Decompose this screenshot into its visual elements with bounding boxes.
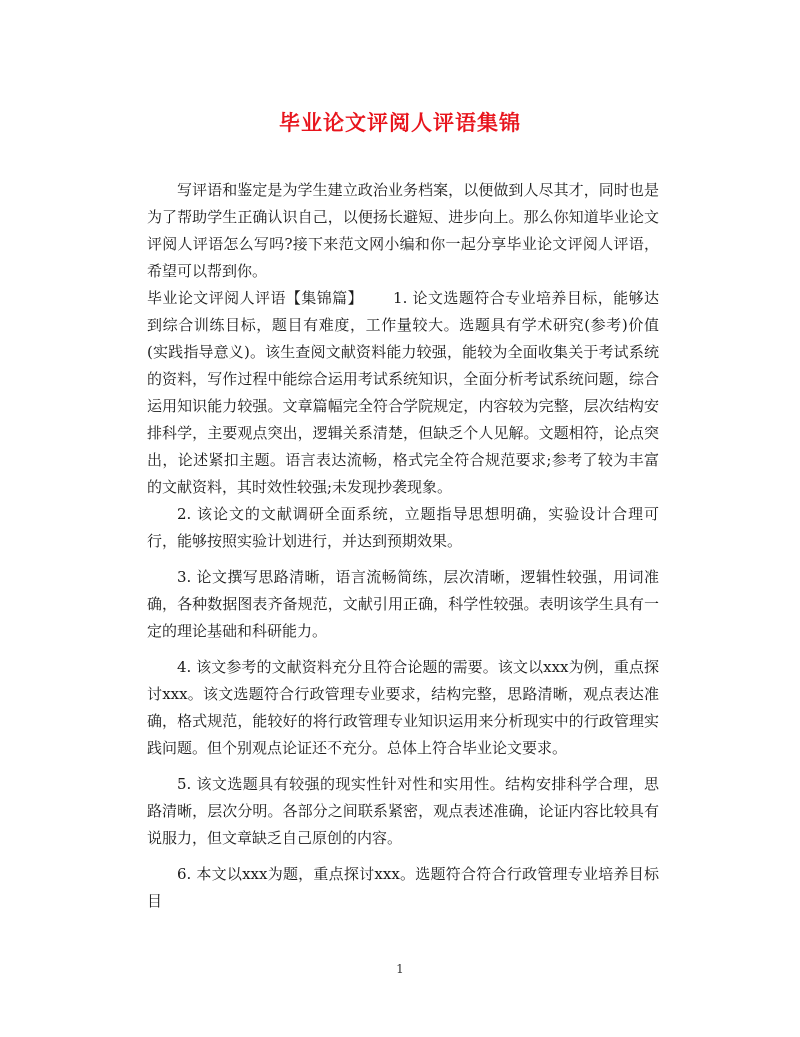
document-body [147,177,659,915]
section-paragraph [147,285,659,501]
comment-item-3: 3. 论文撰写思路清晰，语言流畅简练，层次清晰，逻辑性较强，用词准确，各种数据图表齐备规范，文献引用正确，科学性较强。表明该学生具有一定的理论基础和科研能力。 [147,568,659,640]
comment-item-4: 4. 该文参考的文献资料充分且符合论题的需要。该文以xxx为例，重点探讨xxx。该文选题符合行政管理专业要求，结构完整，思路清晰，观点表达准确，格式规范，能较好的将行政管理专业知识运用来分析现实中的行政管理实践问题。但个别观点论证还不充分。总体上符合毕业论文要求。 [147,658,659,757]
comment-item-1: 1. 论文选题符合专业培养目标，能够达到综合训练目标，题目有难度，工作量较大。选题具有学术研究(参考)价值(实践指导意义)。该生查阅文献资料能力较强，能较为全面收集关于考试系统的资料，写作过程中能综合运用考试系统知识，全面分析考试系统问题，综合运用知识能力较强。文章篇幅完全符合学院规定，内容较为完整，层次结构安排科学，主要观点突出，逻辑关系清楚，但缺乏个人见解。文题相符，论点突出，论述紧扣主题。语言表达流畅，格式完全符合规范要求;参考了较为丰富的文献资料，其时效性较强;未发现抄袭现象。 [147,289,659,496]
comment-item-6: 6. 本文以xxx为题，重点探讨xxx。选题符合符合行政管理专业培养目标目 [147,865,659,910]
comment-item-5: 5. 该文选题具有较强的现实性针对性和实用性。结构安排科学合理，思路清晰，层次分明。各部分之间联系紧密，观点表述准确，论证内容比较具有说服力，但文章缺乏自己原创的内容。 [147,775,659,847]
section-heading: 毕业论文评阅人评语【集锦篇】 [147,289,364,307]
page-number: 1 [396,962,404,976]
document-title: 毕业论文评阅人评语集锦 [279,110,521,135]
intro-paragraph: 写评语和鉴定是为学生建立政治业务档案，以便做到人尽其才，同时也是为了帮助学生正确认识自己，以便扬长避短、进步向上。那么你知道毕业论文评阅人评语怎么写吗?接下来范文网小编和你一起分享毕业论文评阅人评语，希望可以帮到你。 [147,181,659,280]
comment-item-2: 2. 该论文的文献调研全面系统，立题指导思想明确，实验设计合理可行，能够按照实验计划进行，并达到预期效果。 [147,505,659,550]
